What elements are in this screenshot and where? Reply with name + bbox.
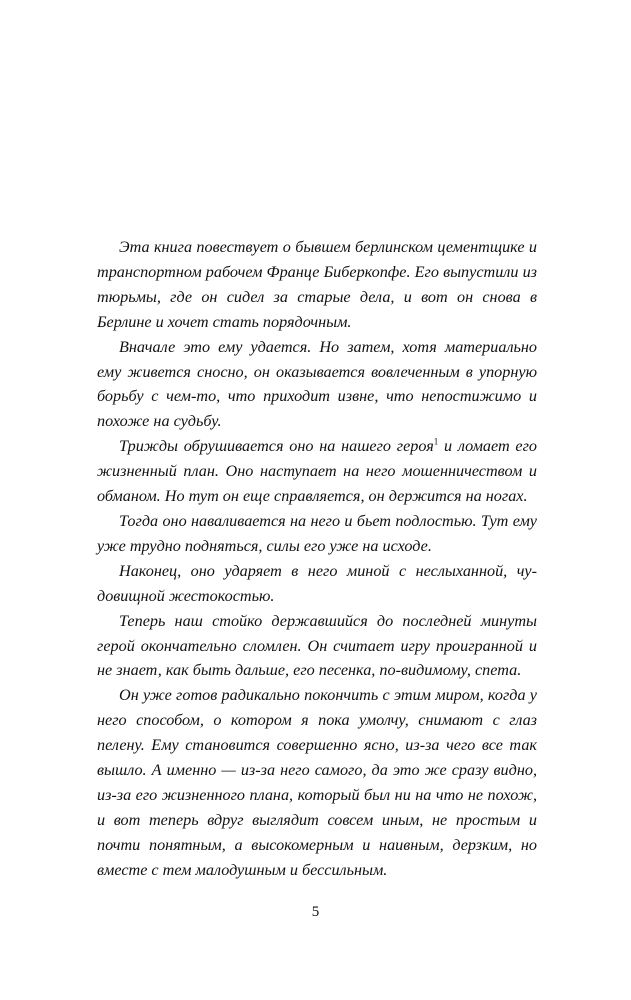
body-text	[97, 235, 537, 883]
paragraph-1: Эта книга повествует о бывшем берлинском цементщике и транспортном рабочем Франце Биберкопфе. Его выпустили из тюрьмы, где он сидел за старые дела, и вот он снова в Берлине и хочет стать порядочным.	[97, 238, 537, 331]
paragraph-4: Тогда оно наваливается на него и бьет подлостью. Тут ему уже трудно подняться, силы его уже на исходе.	[97, 511, 537, 555]
page-number: 5	[311, 904, 320, 920]
paragraph-5: Наконец, оно ударяет в него миной с неслыханной, чудовищной жестокостью.	[97, 561, 537, 605]
paragraph-3-text-before: Трижды обрушивается оно на нашего героя	[119, 437, 434, 456]
paragraph-2: Вначале это ему удается. Но затем, хотя материально ему живется сносно, он оказывается вовлеченным в упорную борьбу с чем-то, что приходит извне, что непостижимо и похоже на судьбу.	[97, 337, 537, 431]
paragraph-3	[97, 434, 537, 509]
paragraph-6: Теперь наш стойко державшийся до последней минуты герой окончательно сломлен. Он считает игру проигранной и не знает, как быть дальше, его песенка, по-видимому, спета.	[97, 611, 537, 680]
paragraph-3-text-after: и ломает его жизненный план. Оно наступает на него мошенничеством и обманом. Но тут он еще справляется, он держится на ногах.	[97, 437, 537, 506]
paragraph-7: Он уже готов радикально покончить с этим миром, когда у него способом, о котором я пока умолчу, снимают с глаз пелену. Ему становится совершенно ясно, из-за чего все так вышло. А именно — из-за него самого, да это же сразу видно, из-за его жизненного плана, который был ни на что не похож, и вот теперь вдруг выглядит совсем иным, не простым и почти понятным, а высокомерным и наивным, дерзким, но вместе с тем малодушным и бессильным.	[97, 686, 537, 879]
footnote-marker: 1	[433, 436, 439, 447]
